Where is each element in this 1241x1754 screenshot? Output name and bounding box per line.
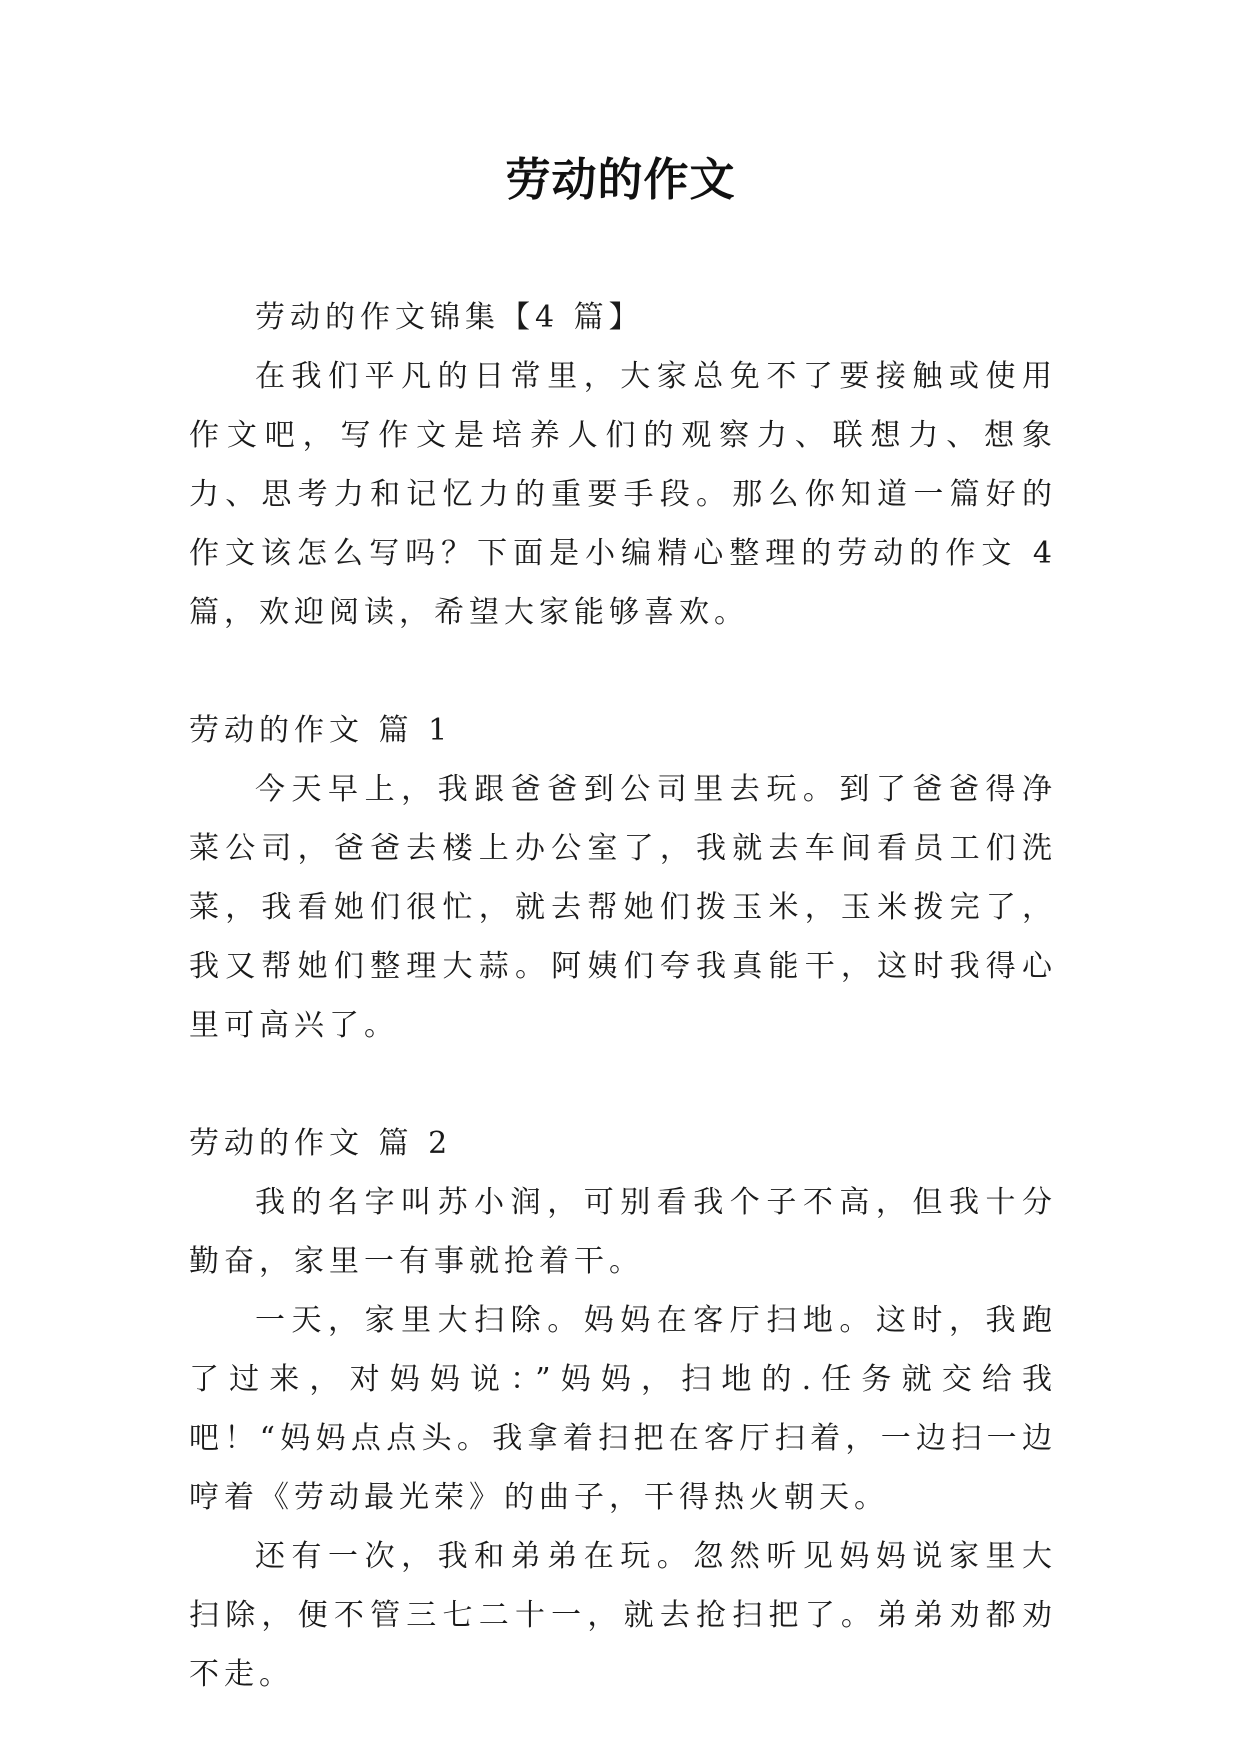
section-2-paragraph-3: 还有一次，我和弟弟在玩。忽然听见妈妈说家里大扫除，便不管三七二十一，就去抢扫把了。弟弟劝都劝不走。 (189, 1539, 1057, 1692)
section-heading-2: 劳动的作文 篇 2 (189, 1126, 453, 1161)
document-subtitle: 劳动的作文锦集【4 篇】 (255, 300, 644, 335)
section-1-paragraph-1: 今天早上，我跟爸爸到公司里去玩。到了爸爸得净菜公司，爸爸去楼上办公室了，我就去车间看员工们洗菜，我看她们很忙，就去帮她们拨玉米，玉米拨完了，我又帮她们整理大蒜。阿姨们夸我真能干，这时我得心里可高兴了。 (189, 772, 1057, 1043)
section-2-paragraph-2: 一天，家里大扫除。妈妈在客厅扫地。这时，我跑了过来，对妈妈说：”妈妈，扫地的.任务就交给我吧！“妈妈点点头。我拿着扫把在客厅扫着，一边扫一边哼着《劳动最光荣》的曲子，干得热火朝天。 (189, 1303, 1057, 1515)
section-gap (189, 1055, 1057, 1114)
intro-paragraph: 在我们平凡的日常里，大家总免不了要接触或使用作文吧，写作文是培养人们的观察力、联想力、想象力、思考力和记忆力的重要手段。那么你知道一篇好的作文该怎么写吗？下面是小编精心整理的劳动的作文 4 篇，欢迎阅读，希望大家能够喜欢。 (189, 359, 1057, 630)
document-title: 劳动的作文 (505, 153, 736, 206)
section-2-paragraph-1: 我的名字叫苏小润，可别看我个子不高，但我十分勤奋，家里一有事就抢着干。 (189, 1185, 1057, 1279)
section-gap (189, 642, 1057, 701)
section-heading-1: 劳动的作文 篇 1 (189, 713, 453, 748)
document-body (189, 288, 1057, 1704)
